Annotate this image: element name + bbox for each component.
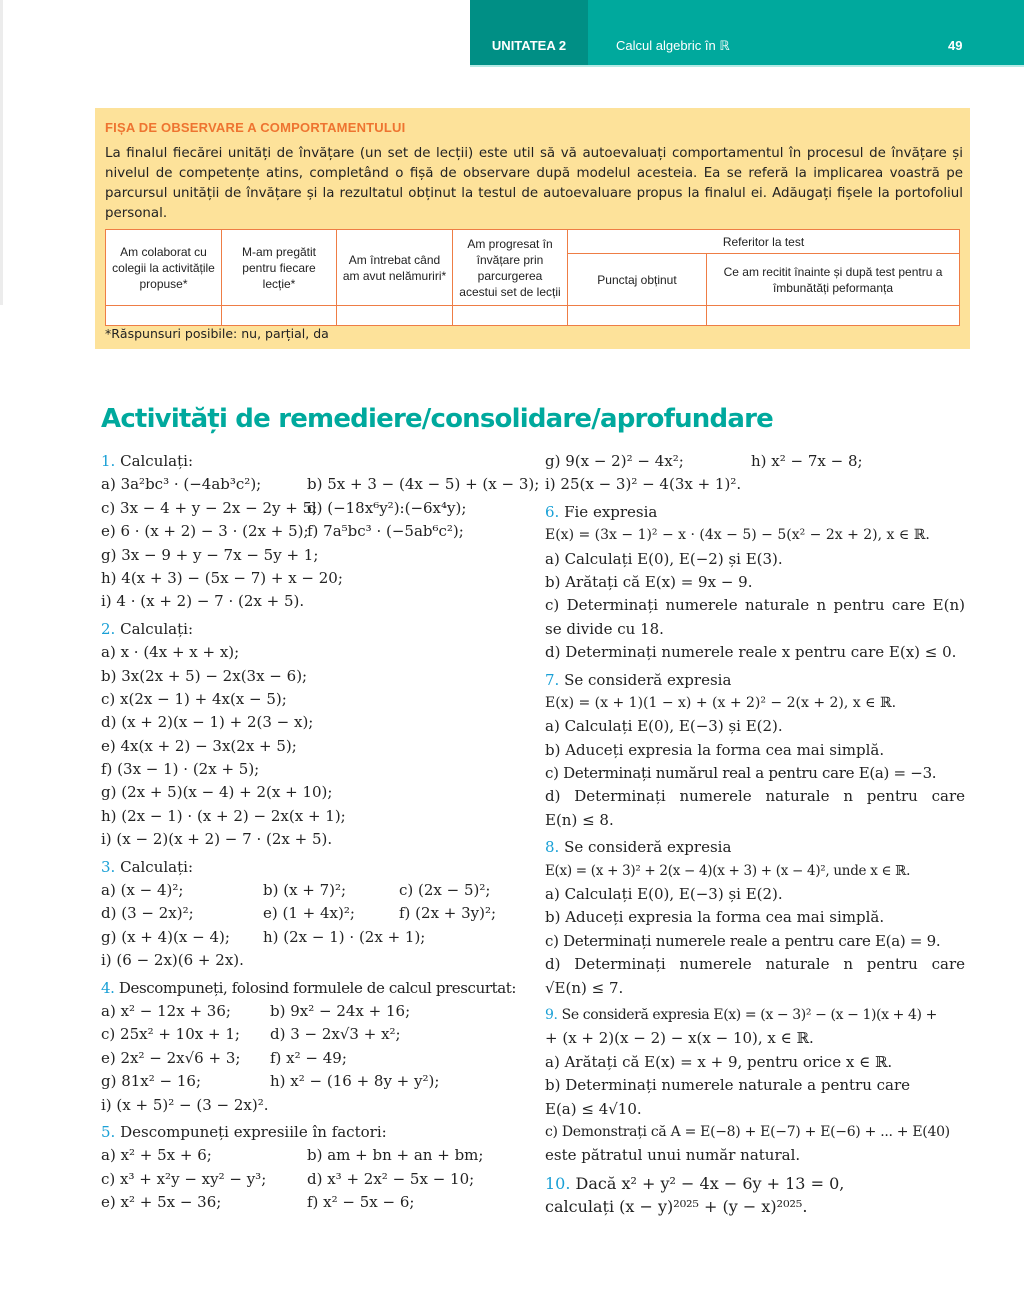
exercise-item: c) 3x − 4 + y − 2x − 2y + 5;	[101, 498, 318, 517]
exercise-number: 3.	[101, 857, 116, 876]
exercise-item: g) 81x² − 16;	[101, 1072, 202, 1091]
exercise-expression: Dacă x² + y² − 4x − 6y + 13 = 0,	[575, 1173, 845, 1193]
table-cell[interactable]	[337, 306, 453, 326]
exercise-item: d) (x + 2)(x − 1) + 2(3 − x);	[101, 713, 314, 732]
table-subheader: Ce am recitit înainte și după test pentru a îmbunătăți peformanța	[707, 254, 960, 306]
exercise-item: e) 4x(x + 2) − 3x(2x + 5);	[101, 736, 297, 755]
table-cell[interactable]	[106, 306, 222, 326]
observation-sheet-box	[95, 108, 970, 349]
exercise-title: Calculați:	[120, 619, 193, 638]
exercise-title: Descompuneți expresiile în factori:	[120, 1122, 387, 1141]
exercise-item: c) Demonstrați că A = E(−8) + E(−7) + E(−6) + ... + E(40)	[545, 1123, 950, 1140]
exercise-item: h) x² − 7x − 8;	[751, 452, 863, 470]
exercise-item: i) (x + 5)² − (3 − 2x)².	[101, 1095, 269, 1114]
exercise-item: d) Determinați numerele reale x pentru care E(x) ≤ 0.	[545, 643, 957, 662]
table-header: Am întrebat când am avut nelămuriri*	[337, 230, 453, 306]
exercise-expression: E(x) = (x + 3)² + 2(x − 4)(x + 3) + (x − 4)², unde x ∈ ℝ.	[545, 862, 911, 879]
observation-note: *Răspunsuri posibile: nu, parțial, da	[105, 326, 329, 341]
exercise-1-heading	[101, 450, 531, 473]
chapter-title: Calcul algebric în ℝ	[616, 38, 730, 53]
exercise-item: c) x³ + x²y − xy² − y³;	[101, 1169, 267, 1188]
exercise-title: Descompuneți, folosind formulele de calcul prescurtat:	[118, 978, 517, 997]
table-cell[interactable]	[707, 306, 960, 326]
exercise-item: d) (−18x⁶y²):(−6x⁴y);	[307, 498, 467, 517]
exercise-item: b) Arătați că E(x) = 9x − 9.	[545, 572, 753, 591]
unit-label: UNITATEA 2	[470, 0, 588, 65]
exercise-title: Se consideră expresia	[564, 670, 732, 689]
exercise-number: 1.	[101, 452, 116, 470]
page-edge-line	[0, 0, 3, 305]
table-header: M-am pregătit pentru fiecare lecție*	[222, 230, 337, 306]
exercise-item: E(a) ≤ 4√10.	[545, 1099, 642, 1118]
exercise-expression: calculați (x − y)²⁰²⁵ + (y − x)²⁰²⁵.	[545, 1197, 808, 1217]
exercise-item: g) (x + 4)(x − 4);	[101, 927, 230, 946]
exercise-item: d) 3 − 2x√3 + x²;	[270, 1025, 401, 1044]
exercise-item: b) Aduceți expresia la forma cea mai simplă.	[545, 908, 885, 927]
exercise-item: a) x² + 5x + 6;	[101, 1146, 212, 1165]
exercise-item: i) 4 · (x + 2) − 7 · (2x + 5).	[101, 592, 305, 611]
exercise-item: e) 6 · (x + 2) − 3 · (2x + 5);	[101, 522, 309, 541]
exercise-3-heading	[101, 856, 531, 879]
exercise-item: h) (2x − 1) · (2x + 1);	[263, 927, 426, 946]
exercise-item: i) 25(x − 3)² − 4(3x + 1)².	[545, 475, 742, 494]
exercise-item: b) Determinați numerele naturale a pentru care	[545, 1076, 911, 1095]
exercise-item: e) 2x² − 2x√6 + 3;	[101, 1048, 241, 1067]
exercise-10-heading	[545, 1172, 965, 1195]
exercise-item: c) x(2x − 1) + 4x(x − 5);	[101, 689, 287, 708]
exercise-title: Calculați:	[120, 857, 193, 876]
exercise-number: 5.	[101, 1122, 116, 1141]
page-number: 49	[948, 38, 963, 53]
exercise-number: 9.	[545, 1006, 558, 1023]
exercise-expression: Se consideră expresia E(x) = (x − 3)² − (x − 1)(x + 4) +	[561, 1006, 937, 1023]
exercise-item: c) (2x − 5)²;	[399, 881, 491, 900]
exercise-item: g) (2x + 5)(x − 4) + 2(x + 10);	[101, 783, 333, 802]
exercise-item: d) x³ + 2x² − 5x − 10;	[307, 1169, 475, 1188]
exercise-item: h) (2x − 1) · (x + 2) − 2x(x + 1);	[101, 806, 346, 825]
exercise-item: d) Determinați numerele naturale n pentru care	[545, 787, 965, 806]
exercise-item: b) 9x² − 24x + 16;	[270, 1001, 411, 1020]
exercise-item: a) x · (4x + x + x);	[101, 643, 240, 662]
table-cell[interactable]	[453, 306, 568, 326]
exercise-2-heading	[101, 618, 531, 641]
table-header: Am progresat în învățare prin parcurgerea acestui set de lecții	[453, 230, 568, 306]
exercise-6-heading	[545, 501, 965, 524]
exercise-item: b) am + bn + an + bm;	[307, 1146, 484, 1165]
exercise-item: e) (1 + 4x)²;	[263, 904, 355, 923]
exercise-title: Fie expresia	[564, 502, 658, 521]
exercise-item: a) 3a²bc³ · (−4ab³c²);	[101, 475, 262, 494]
exercise-item: c) 25x² + 10x + 1;	[101, 1025, 240, 1044]
exercise-item: a) Calculați E(0), E(−2) și E(3).	[545, 549, 783, 568]
exercise-item: f) 7a⁵bc³ · (−5ab⁶c²);	[307, 522, 464, 541]
exercise-item: f) (2x + 3y)²;	[399, 904, 497, 923]
observation-table	[105, 229, 960, 326]
exercise-number: 10.	[545, 1173, 571, 1193]
observation-sheet-title: FIȘA DE OBSERVARE A COMPORTAMENTULUI	[105, 120, 406, 135]
exercise-title: Se consideră expresia	[564, 838, 732, 857]
table-cell[interactable]	[568, 306, 707, 326]
exercises-left-column	[101, 450, 540, 1215]
exercise-item: i) (6 − 2x)(6 + 2x).	[101, 951, 244, 970]
exercise-number: 4.	[101, 978, 115, 997]
exercise-item: b) 5x + 3 − (4x − 5) + (x − 3);	[307, 475, 540, 494]
exercise-expression: E(x) = (x + 1)(1 − x) + (x + 2)² − 2(x + 2), x ∈ ℝ.	[545, 694, 897, 711]
exercise-item: a) x² − 12x + 36;	[101, 1001, 231, 1020]
exercise-item: h) 4(x + 3) − (5x − 7) + x − 20;	[101, 568, 343, 587]
section-title: Activități de remediere/consolidare/aprofundare	[101, 404, 773, 434]
exercise-item: g) 9(x − 2)² − 4x²;	[545, 452, 684, 470]
exercise-item: E(n) ≤ 8.	[545, 810, 614, 829]
exercise-item: e) x² + 5x − 36;	[101, 1193, 222, 1212]
exercise-item: b) Aduceți expresia la forma cea mai simplă.	[545, 740, 885, 759]
table-header: Am colaborat cu colegii la activitățile propuse*	[106, 230, 222, 306]
exercise-item: a) (x − 4)²;	[101, 881, 184, 900]
exercise-5-heading	[101, 1121, 531, 1144]
table-row-empty	[106, 306, 960, 326]
exercise-8-heading	[545, 836, 965, 859]
page-header	[470, 0, 1024, 67]
exercise-item: se divide cu 18.	[545, 619, 664, 638]
exercise-title: Calculați:	[120, 452, 193, 470]
table-subheader: Punctaj obținut	[568, 254, 707, 306]
exercise-number: 6.	[545, 502, 560, 521]
exercise-item: g) 3x − 9 + y − 7x − 5y + 1;	[101, 545, 319, 564]
table-group-header: Referitor la test	[568, 230, 960, 254]
exercise-number: 7.	[545, 670, 560, 689]
exercise-7-heading	[545, 669, 965, 692]
exercise-item: f) x² − 5x − 6;	[307, 1193, 415, 1212]
exercise-expression: E(x) = (3x − 1)² − x · (4x − 5) − 5(x² − 2x + 2), x ∈ ℝ.	[545, 527, 930, 544]
exercise-item: c) Determinați numerele naturale n pentru care E(n)	[545, 596, 965, 615]
table-cell[interactable]	[222, 306, 337, 326]
exercise-9-heading	[545, 1004, 965, 1027]
observation-sheet-text: La finalul fiecărei unități de învățare (un set de lecții) este util să vă autoevaluați comportamentul în procesul de învățare și nivelul de competențe atins, completând o fișă de observare după modelul acesteia. Ea se referă la implicarea voastră pe parcursul unității de învățare și la rezultatul obținut la testul de autoevaluare propus la finalul ei. Adăugați fișele la portofoliul personal.	[105, 146, 963, 221]
exercise-number: 8.	[545, 838, 560, 857]
exercise-item: c) Determinați numerele reale a pentru care E(a) = 9.	[545, 931, 941, 950]
exercise-item: f) (3x − 1) · (2x + 5);	[101, 760, 260, 779]
exercise-item: este pătratul unui număr natural.	[545, 1146, 801, 1165]
exercise-item: c) Determinați numărul real a pentru care E(a) = −3.	[545, 764, 937, 783]
exercise-item: b) 3x(2x + 5) − 2x(3x − 6);	[101, 666, 308, 685]
exercise-item: d) (3 − 2x)²;	[101, 904, 194, 923]
exercise-item: f) x² − 49;	[270, 1048, 347, 1067]
exercises-right-column	[545, 450, 965, 1219]
exercise-number: 2.	[101, 619, 116, 638]
exercise-item: d) Determinați numerele naturale n pentru care	[545, 955, 965, 974]
exercise-item: a) Arătați că E(x) = x + 9, pentru orice x ∈ ℝ.	[545, 1052, 893, 1071]
exercise-4-heading	[101, 977, 531, 1000]
exercise-item: √E(n) ≤ 7.	[545, 978, 624, 997]
exercise-item: a) Calculați E(0), E(−3) și E(2).	[545, 885, 783, 904]
exercise-item: h) x² − (16 + 8y + y²);	[270, 1072, 440, 1091]
exercise-item: a) Calculați E(0), E(−3) și E(2).	[545, 717, 783, 736]
exercise-item: i) (x − 2)(x + 2) − 7 · (2x + 5).	[101, 830, 333, 849]
exercise-item: b) (x + 7)²;	[263, 881, 347, 900]
exercise-expression: + (x + 2)(x − 2) − x(x − 10), x ∈ ℝ.	[545, 1029, 814, 1048]
